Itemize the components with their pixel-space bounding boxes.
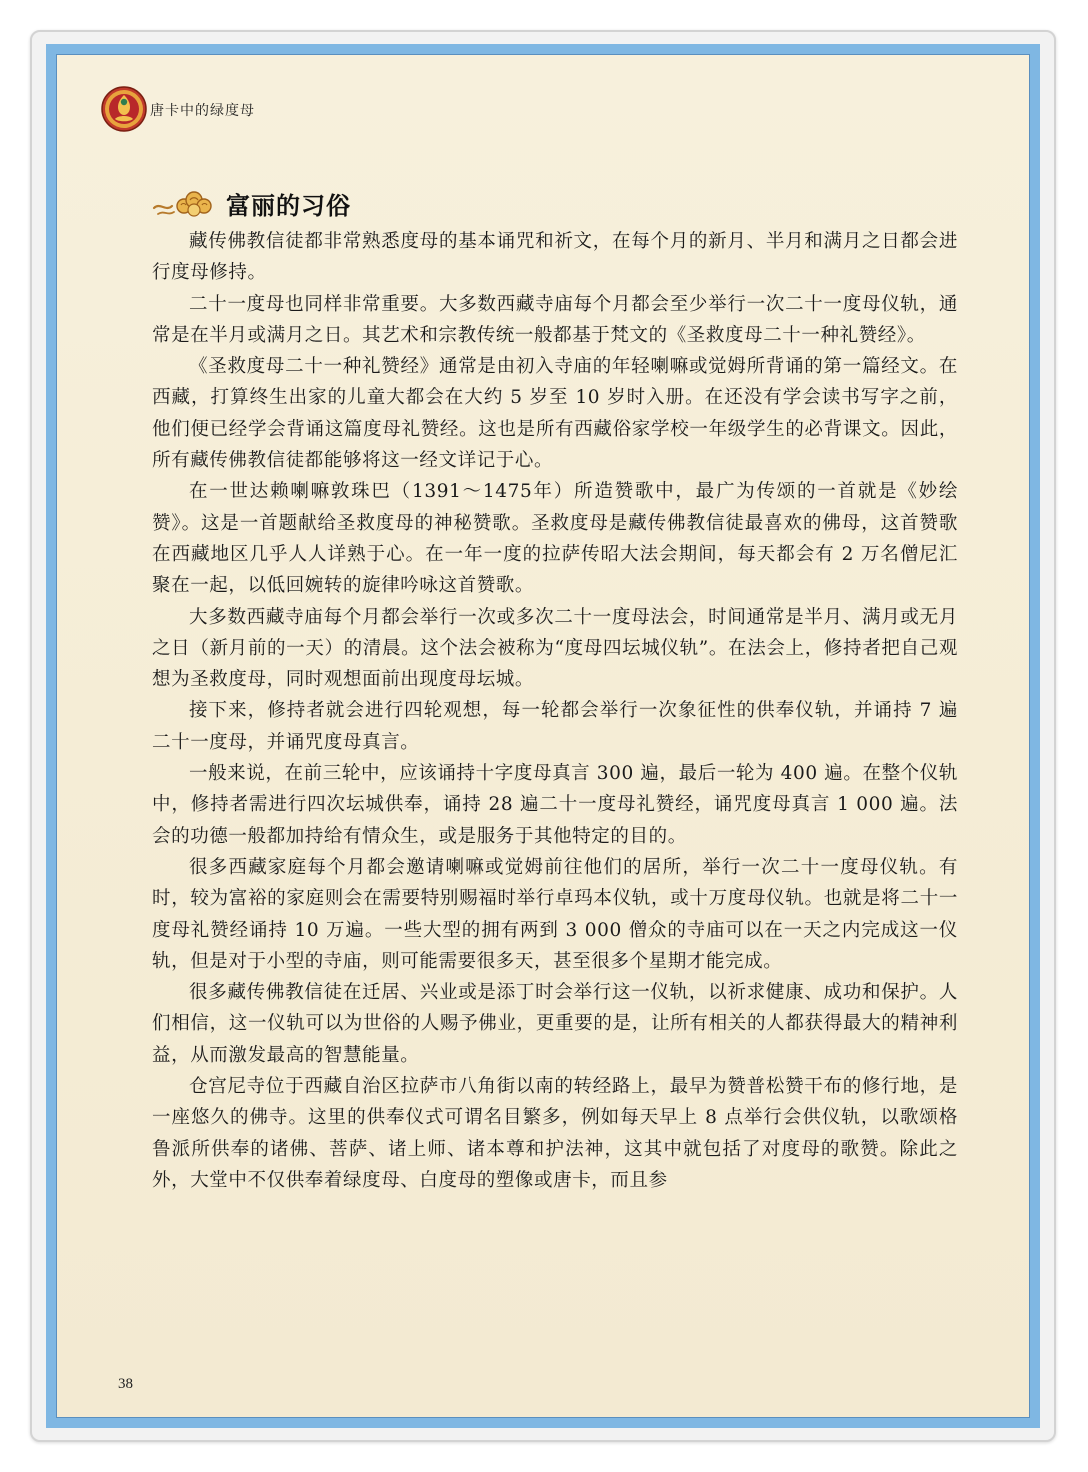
auspicious-cloud-icon <box>152 186 222 222</box>
paragraph: 很多西藏家庭每个月都会邀请喇嘛或觉姆前往他们的居所，举行一次二十一度母仪轨。有时，较为富裕的家庭则会在需要特别赐福时举行卓玛本仪轨，或十万度母仪轨。也就是将二十一度母礼赞经诵持 10 万遍。一些大型的拥有两到 3 000 僧众的寺庙可以在一天之内完成这一仪轨，但是对于小型的寺庙，则可能需要很多天，甚至很多个星期才能完成。 <box>152 856 958 972</box>
body-text <box>152 226 958 1196</box>
paragraph: 大多数西藏寺庙每个月都会举行一次或多次二十一度母法会，时间通常是半月、满月或无月之日（新月前的一天）的清晨。这个法会被称为“度母四坛城仪轨”。在法会上，修持者把自己观想为圣救度母，同时观想面前出现度母坛城。 <box>152 606 958 691</box>
page-number: 38 <box>118 1376 133 1392</box>
paragraph: 《圣救度母二十一种礼赞经》通常是由初入寺庙的年轻喇嘛或觉姆所背诵的第一篇经文。在西藏，打算终生出家的儿童大都会在大约 5 岁至 10 岁时入册。在还没有学会读书写字之前，他们便已经学会背诵这篇度母礼赞经。这也是所有西藏俗家学校一年级学生的必背课文。因此，所有藏传佛教信徒都能够将这一经文详记于心。 <box>152 356 958 472</box>
paragraph: 藏传佛教信徒都非常熟悉度母的基本诵咒和祈文，在每个月的新月、半月和满月之日都会进行度母修持。 <box>152 231 958 284</box>
paragraph: 二十一度母也同样非常重要。大多数西藏寺庙每个月都会至少举行一次二十一度母仪轨，通常是在半月或满月之日。其艺术和宗教传统一般都基于梵文的《圣救度母二十一种礼赞经》。 <box>152 293 958 346</box>
paragraph: 一般来说，在前三轮中，应该诵持十字度母真言 300 遍，最后一轮为 400 遍。在整个仪轨中，修持者需进行四次坛城供奉，诵持 28 遍二十一度母礼赞经，诵咒度母真言 1 000 遍。法会的功德一般都加持给有情众生，或是服务于其他特定的目的。 <box>152 763 958 847</box>
paragraph: 仓宫尼寺位于西藏自治区拉萨市八角街以南的转经路上，最早为赞普松赞干布的修行地，是一座悠久的佛寺。这里的供奉仪式可谓名目繁多，例如每天早上 8 点举行会供仪轨，以歌颂格鲁派所供奉的诸佛、菩萨、诸上师、诸本尊和护法神，这其中就包括了对度母的歌赞。除此之外，大堂中不仅供奉着绿度母、白度母的塑像或唐卡，而且参 <box>152 1076 958 1191</box>
book-title: 唐卡中的绿度母 <box>150 103 255 119</box>
thangka-deity-emblem-icon <box>100 85 148 133</box>
paragraph: 在一世达赖喇嘛敦珠巴（1391～1475年）所造赞歌中，最广为传颂的一首就是《妙绘赞》。这是一首题献给圣救度母的神秘赞歌。圣救度母是藏传佛教信徒最喜欢的佛母，这首赞歌在西藏地区几乎人人详熟于心。在一年一度的拉萨传昭大法会期间，每天都会有 2 万名僧尼汇聚在一起，以低回婉转的旋律吟咏这首赞歌。 <box>152 481 958 597</box>
paragraph: 很多藏传佛教信徒在迁居、兴业或是添丁时会举行这一仪轨，以祈求健康、成功和保护。人们相信，这一仪轨可以为世俗的人赐予佛业，更重要的是，让所有相关的人都获得最大的精神利益，从而激发最高的智慧能量。 <box>152 982 958 1066</box>
section-title: 富丽的习俗 <box>226 192 351 220</box>
paragraph: 接下来，修持者就会进行四轮观想，每一轮都会举行一次象征性的供奉仪轨，并诵持 7 遍二十一度母，并诵咒度母真言。 <box>152 700 958 753</box>
